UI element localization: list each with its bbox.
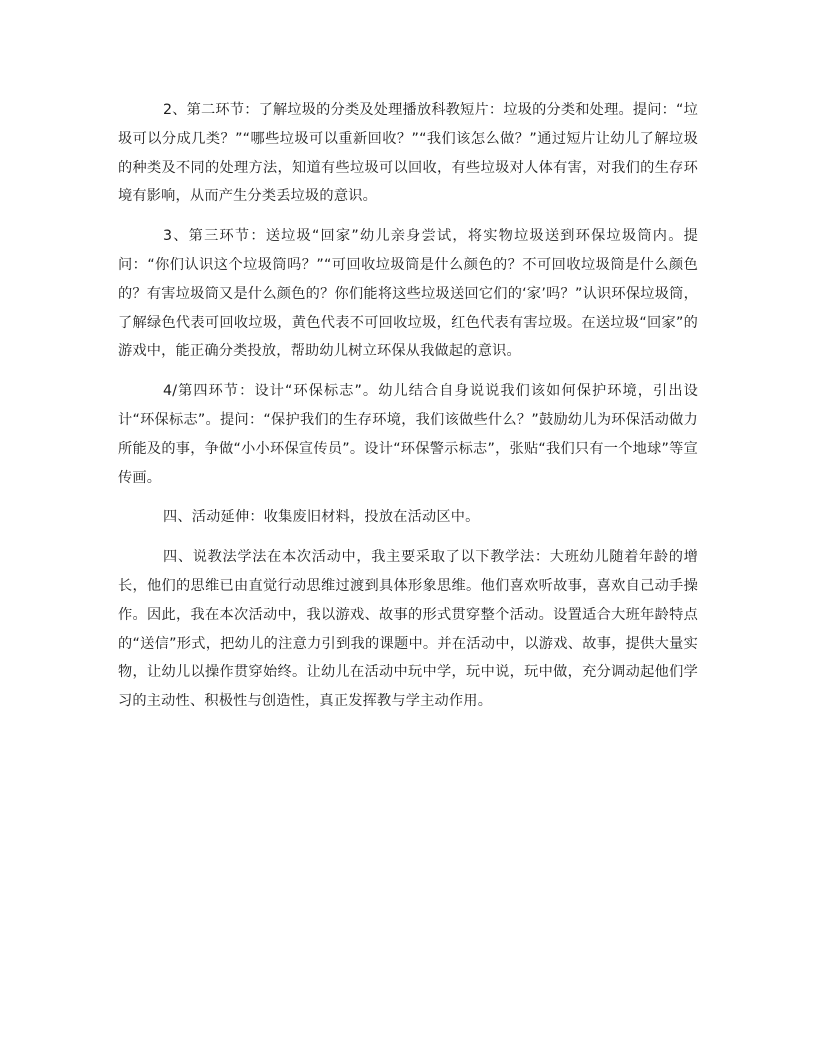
paragraph-section-4: 4/第四环节：设计“环保标志”。幼儿结合自身说说我们该如何保护环境，引出设计“环保标志”。提问：“保护我们的生存环境，我们该做些什么？”鼓励幼儿为环保活动做力所能及的事，争做“小小环保宣传员”。设计“环保警示标志”，张贴“我们只有一个地球”等宣传画。 bbox=[118, 383, 698, 486]
paragraph-section-2: 2、第二环节：了解垃圾的分类及处理播放科教短片：垃圾的分类和处理。提问：“垃圾可以分成几类？”“哪些垃圾可以重新回收？”“我们该怎么做？”通过短片让幼儿了解垃圾的种类及不同的处理方法，知道有些垃圾可以回收，有些垃圾对人体有害，对我们的生存环境有影响，从而产生分类丢垃圾的意识。 bbox=[118, 102, 698, 205]
paragraph-section-3: 3、第三环节：送垃圾“回家”幼儿亲身尝试，将实物垃圾送到环保垃圾筒内。提问：“你们认识这个垃圾筒吗？”“可回收垃圾筒是什么颜色的？不可回收垃圾筒是什么颜色的？有害垃圾筒又是什么颜色的？你们能将这些垃圾送回它们的‘家’吗？”认识环保垃圾筒，了解绿色代表可回收垃圾，黄色代表不可回收垃圾，红色代表有害垃圾。在送垃圾“回家”的游戏中，能正确分类投放，帮助幼儿树立环保从我做起的意识。 bbox=[118, 228, 698, 360]
paragraph-teaching-methods: 四、说教法学法在本次活动中，我主要采取了以下教学法：大班幼儿随着年龄的增长，他们的思维已由直觉行动思维过渡到具体形象思维。他们喜欢听故事，喜欢自己动手操作。因此，我在本次活动中，我以游戏、故事的形式贯穿整个活动。设置适合大班年龄特点的“送信”形式，把幼儿的注意力引到我的课题中。并在活动中，以游戏、故事，提供大量实物，让幼儿以操作贯穿始终。让幼儿在活动中玩中学，玩中说，玩中做，充分调动起他们学习的主动性、积极性与创造性，真正发挥教与学主动作用。 bbox=[118, 549, 698, 710]
paragraph-activity-extension: 四、活动延伸：收集废旧材料，投放在活动区中。 bbox=[163, 509, 480, 526]
document-body bbox=[118, 96, 698, 716]
